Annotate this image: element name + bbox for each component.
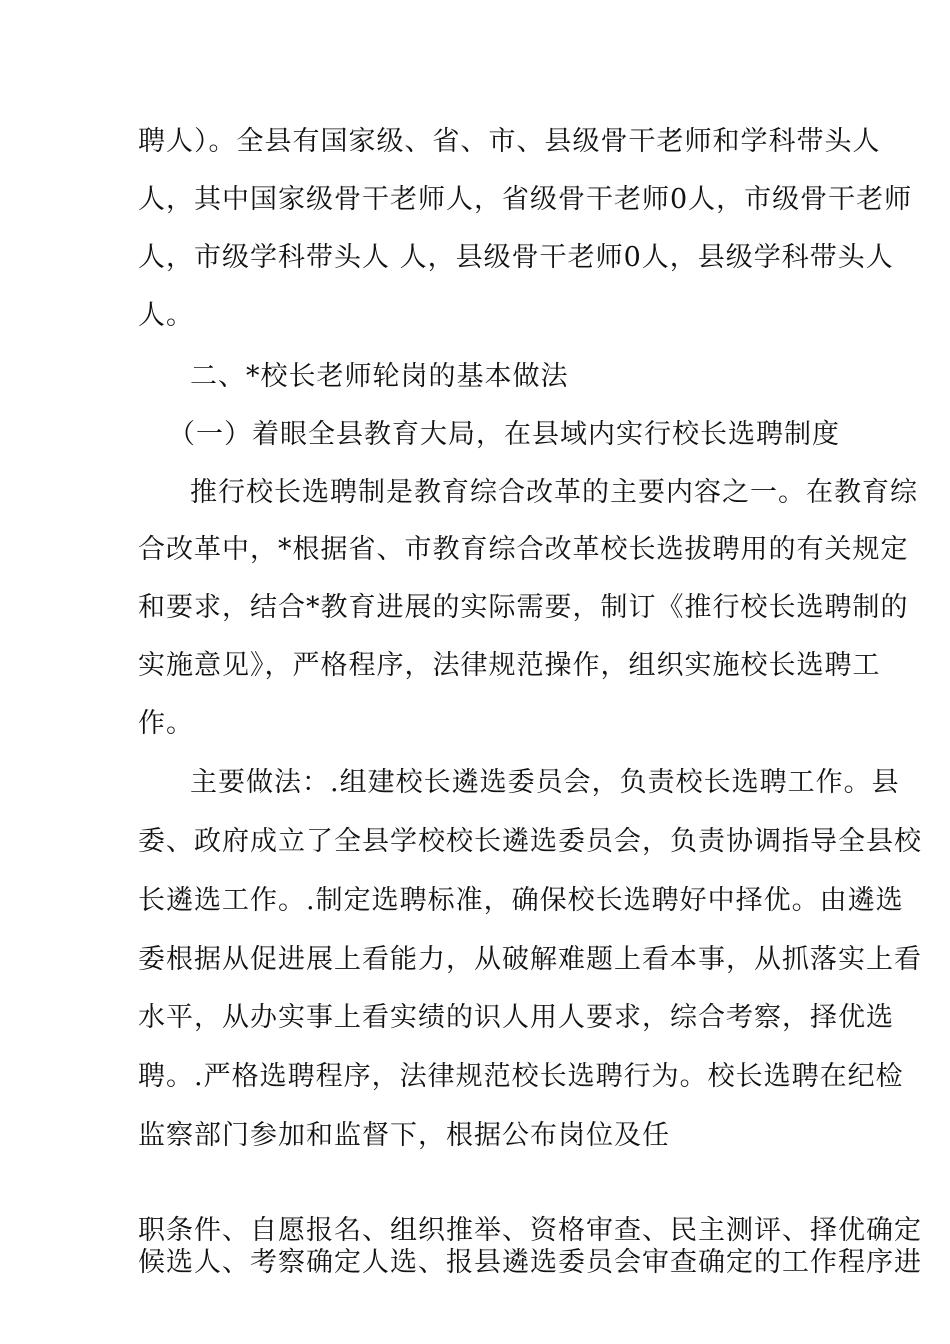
paragraph-line: 长遴选工作。.制定选聘标准，确保校长选聘好中择优。由遴选 bbox=[138, 885, 904, 916]
paragraph-line: 人，其中国家级骨干老师人，省级骨干老师0人，市级骨干老师 bbox=[138, 184, 913, 215]
paragraph-line: 人。 bbox=[138, 300, 194, 331]
paragraph-line: 合改革中，*根据省、市教育综合改革校长选拔聘用的有关规定 bbox=[138, 534, 909, 565]
paragraph-line: 人，市级学科带头人 人，县级骨干老师0人，县级学科带头人 bbox=[138, 242, 894, 273]
paragraph-line: 职条件、自愿报名、组织推举、资格审查、民主测评、择优确定 bbox=[138, 1215, 922, 1246]
subsection-heading: （一）着眼全县教育大局，在县域内实行校长选聘制度 bbox=[168, 419, 840, 450]
paragraph-line: 作。 bbox=[138, 708, 194, 739]
paragraph-line: 委根据从促进展上看能力，从破解难题上看本事，从抓落实上看 bbox=[138, 944, 922, 975]
paragraph-line: 聘人）。全县有国家级、省、市、县级骨干老师和学科带头人 bbox=[138, 126, 881, 157]
section-heading: 二、*校长老师轮岗的基本做法 bbox=[190, 361, 569, 392]
paragraph-line: 推行校长选聘制是教育综合改革的主要内容之一。在教育综 bbox=[190, 477, 918, 508]
paragraph-line: 主要做法：.组建校长遴选委员会，负责校长选聘工作。县 bbox=[190, 767, 900, 798]
paragraph-line: 水平，从办实事上看实绩的识人用人要求，综合考察，择优选 bbox=[138, 1002, 894, 1033]
paragraph-line: 监察部门参加和监督下，根据公布岗位及任 bbox=[138, 1120, 670, 1151]
paragraph-line: 聘。.严格选聘程序，法律规范校长选聘行为。校长选聘在纪检 bbox=[138, 1061, 904, 1092]
paragraph-line: 和要求，结合*教育进展的实际需要，制订《推行校长选聘制的 bbox=[138, 592, 909, 623]
paragraph-line: 委、政府成立了全县学校校长遴选委员会，负责协调指导全县校 bbox=[138, 826, 922, 857]
paragraph-line: 候选人、考察确定人选、报县遴选委员会审查确定的工作程序进 bbox=[138, 1247, 922, 1278]
paragraph-line: 实施意见》，严格程序，法律规范操作，组织实施校长选聘工 bbox=[138, 650, 881, 681]
